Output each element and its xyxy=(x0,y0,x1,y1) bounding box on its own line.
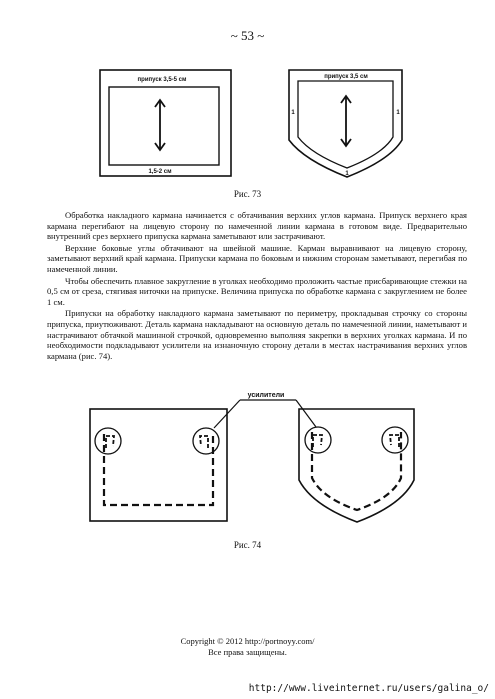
paragraph: Обработка накладного кармана начинается с обтачивания верхних углов кармана. Припуск верхнего края кармана перегибают на лицевую сторону по намеченной линии кармана в готовом виде. Предварительно внутренний срез верхнего припуска кармана заметывают или застрачивают. xyxy=(47,210,467,242)
rights-text: Все права защищены. xyxy=(208,647,287,657)
right-side-label-right: 1 xyxy=(396,110,400,116)
watermark-url: http://www.liveinternet.ru/users/galina_o/ xyxy=(248,683,489,694)
right-side-label-left: 1 xyxy=(291,110,295,116)
footer xyxy=(0,636,495,658)
square-pocket-outline xyxy=(90,409,227,521)
figure-74-caption: Рис. 74 xyxy=(233,540,262,550)
right-top-allowance-label: припуск 3,5 см xyxy=(324,74,368,80)
double-arrow-icon xyxy=(341,96,351,146)
reinforcement-circle xyxy=(193,428,219,454)
page-number: ~ 53 ~ xyxy=(230,28,265,43)
leader-lines xyxy=(214,400,316,428)
figure-73 xyxy=(0,0,495,200)
reinforcement-label: усилители xyxy=(247,392,285,399)
left-bottom-allowance-label: 1,5-2 см xyxy=(148,169,172,175)
left-top-allowance-label: припуск 3,5-5 см xyxy=(137,77,187,83)
reinforcement-circle xyxy=(382,427,408,453)
double-arrow-icon xyxy=(155,100,165,150)
shield-pocket-stitching xyxy=(312,432,401,510)
reinforcement-circle xyxy=(305,427,331,453)
pocket-inner-rect xyxy=(109,87,219,165)
reinforcement-circle xyxy=(95,428,121,454)
copyright-text: Copyright © 2012 http://portnoyy.com/ xyxy=(180,636,315,646)
body-text xyxy=(47,210,467,362)
paragraph: Припуски на обработку накладного кармана заметывают по периметру, прокладывая строчку со стороны припуска, приутюживают. Деталь кармана накладывают на основную деталь по намеченной линии, наметывают и настрачивают обтачкой машинной строчкой, одновременно выполняя закрепки в верхних уголках кармана. И по необходимости подкладывают усилители на изнаночную сторону детали в местах настрачивания верхних углов кармана (рис. 74). xyxy=(47,308,467,361)
shield-pocket-outline xyxy=(299,409,414,522)
paragraph: Верхние боковые углы обтачивают на швейной машине. Карман выравнивают на лицевую сторону, заметывают верхний край кармана. Припуски кармана по боковым и нижним сторонам заметывают, перегибая по намеченной линии. xyxy=(47,242,467,274)
paragraph: Чтобы обеспечить плавное закругление в уголках необходимо проложить частые присбаривающие стежки на 0,5 см от среза, стягивая ниточки на припуске. Величина припуска по обработке кармана с закруглением не более 1 см. xyxy=(47,275,467,307)
square-pocket-stitching xyxy=(104,434,213,505)
figure-73-caption: Рис. 73 xyxy=(233,189,262,199)
pocket-outer-rect xyxy=(100,70,231,176)
right-bottom-label: 1 xyxy=(345,171,349,177)
